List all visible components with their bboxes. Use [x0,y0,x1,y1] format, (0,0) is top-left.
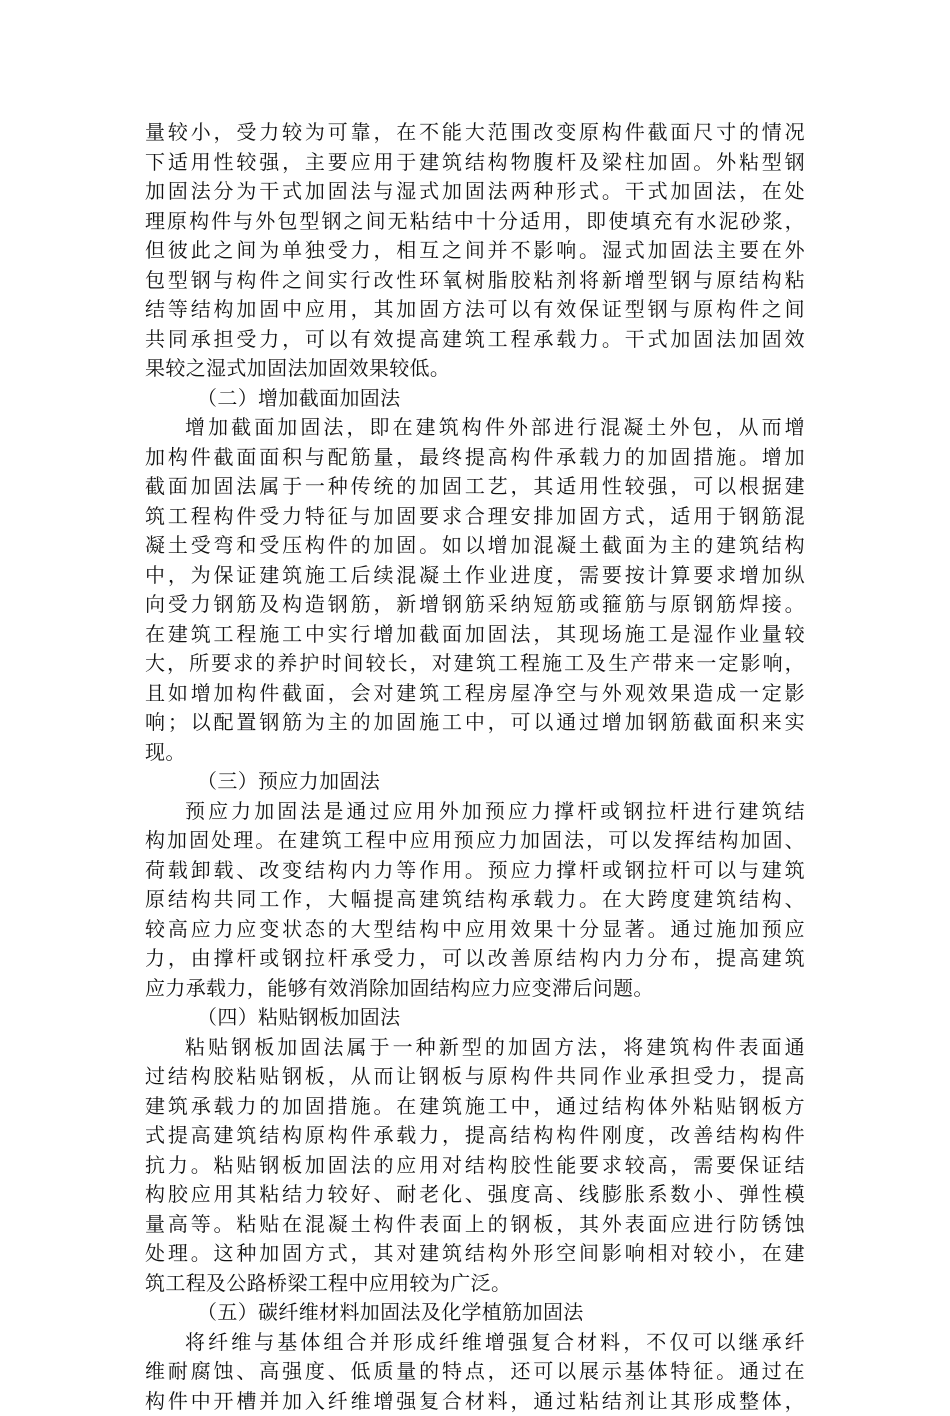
paragraph-steel-encasement-continued [145,118,805,384]
text-line: 果较之湿式加固法加固效果较低。 [145,354,805,384]
text-line: 筑工程及公路桥梁工程中应用较为广泛。 [145,1269,805,1299]
text-line: 量较小，受力较为可靠，在不能大范围改变原构件截面尺寸的情况 [145,118,805,148]
paragraph-section-enlargement [145,413,805,767]
text-line: 加固法分为干式加固法与湿式加固法两种形式。干式加固法，在处 [145,177,805,207]
text-line: 构胶应用其粘结力较好、耐老化、强度高、线膨胀系数小、弹性模 [145,1180,805,1210]
text-line: 结等结构加固中应用，其加固方法可以有效保证型钢与原构件之间 [145,295,805,325]
text-line: 响；以配置钢筋为主的加固施工中，可以通过增加钢筋截面积来实 [145,708,805,738]
text-line: 预应力加固法是通过应用外加预应力撑杆或钢拉杆进行建筑结 [145,797,805,827]
text-line: 原结构共同工作，大幅提高建筑结构承载力。在大跨度建筑结构、 [145,885,805,915]
text-line: 中，为保证建筑施工后续混凝土作业进度，需要按计算要求增加纵 [145,561,805,591]
section-heading-4: （四）粘贴钢板加固法 [145,1003,805,1033]
paragraph-prestress [145,797,805,1004]
section-heading-2: （二）增加截面加固法 [145,384,805,414]
text-line: 荷载卸载、改变结构内力等作用。预应力撑杆或钢拉杆可以与建筑 [145,856,805,886]
text-line: 理原构件与外包型钢之间无粘结中十分适用，即使填充有水泥砂浆， [145,207,805,237]
text-line: 构加固处理。在建筑工程中应用预应力加固法，可以发挥结构加固、 [145,826,805,856]
section-heading-3: （三）预应力加固法 [145,767,805,797]
text-line: 但彼此之间为单独受力，相互之间并不影响。湿式加固法主要在外 [145,236,805,266]
text-line: 向受力钢筋及构造钢筋，新增钢筋采纳短筋或箍筋与原钢筋焊接。 [145,590,805,620]
text-line: 处理。这种加固方式，其对建筑结构外形空间影响相对较小，在建 [145,1239,805,1269]
text-line: 大，所要求的养护时间较长，对建筑工程施工及生产带来一定影响， [145,649,805,679]
text-line: 且如增加构件截面，会对建筑工程房屋净空与外观效果造成一定影 [145,679,805,709]
document-page [145,118,805,1416]
text-line: 包型钢与构件之间实行改性环氧树脂胶粘剂将新增型钢与原结构粘 [145,266,805,296]
text-line: 抗力。粘贴钢板加固法的应用对结构胶性能要求较高，需要保证结 [145,1151,805,1181]
text-line: 截面加固法属于一种传统的加固工艺，其适用性较强，可以根据建 [145,472,805,502]
text-line: 维耐腐蚀、高强度、低质量的特点，还可以展示基体特征。通过在 [145,1357,805,1387]
text-line: 增加截面加固法，即在建筑构件外部进行混凝土外包，从而增 [145,413,805,443]
text-line: 式提高建筑结构原构件承载力，提高结构构件刚度，改善结构构件 [145,1121,805,1151]
text-line: 共同承担受力，可以有效提高建筑工程承载力。干式加固法加固效 [145,325,805,355]
text-line: 在建筑工程施工中实行增加截面加固法，其现场施工是湿作业量较 [145,620,805,650]
text-line: 将纤维与基体组合并形成纤维增强复合材料，不仅可以继承纤 [145,1328,805,1358]
text-line: 构件中开槽并加入纤维增强复合材料，通过粘结剂让其形成整体， [145,1387,805,1416]
text-line: 筑工程构件受力特征与加固要求合理安排加固方式，适用于钢筋混 [145,502,805,532]
text-line: 建筑承载力的加固措施。在建筑施工中，通过结构体外粘贴钢板方 [145,1092,805,1122]
section-heading-5: （五）碳纤维材料加固法及化学植筋加固法 [145,1298,805,1328]
text-line: 下适用性较强，主要应用于建筑结构物腹杆及梁柱加固。外粘型钢 [145,148,805,178]
text-line: 凝土受弯和受压构件的加固。如以增加混凝土截面为主的建筑结构 [145,531,805,561]
paragraph-steel-plate-bonding [145,1033,805,1299]
text-line: 较高应力应变状态的大型结构中应用效果十分显著。通过施加预应 [145,915,805,945]
text-line: 过结构胶粘贴钢板，从而让钢板与原构件共同作业承担受力，提高 [145,1062,805,1092]
text-line: 量高等。粘贴在混凝土构件表面上的钢板，其外表面应进行防锈蚀 [145,1210,805,1240]
text-line: 应力承载力，能够有效消除加固结构应力应变滞后问题。 [145,974,805,1004]
text-line: 现。 [145,738,805,768]
text-line: 粘贴钢板加固法属于一种新型的加固方法，将建筑构件表面通 [145,1033,805,1063]
text-line: 力，由撑杆或钢拉杆承受力，可以改善原结构内力分布，提高建筑 [145,944,805,974]
text-line: 加构件截面面积与配筋量，最终提高构件承载力的加固措施。增加 [145,443,805,473]
paragraph-carbon-fiber [145,1328,805,1416]
